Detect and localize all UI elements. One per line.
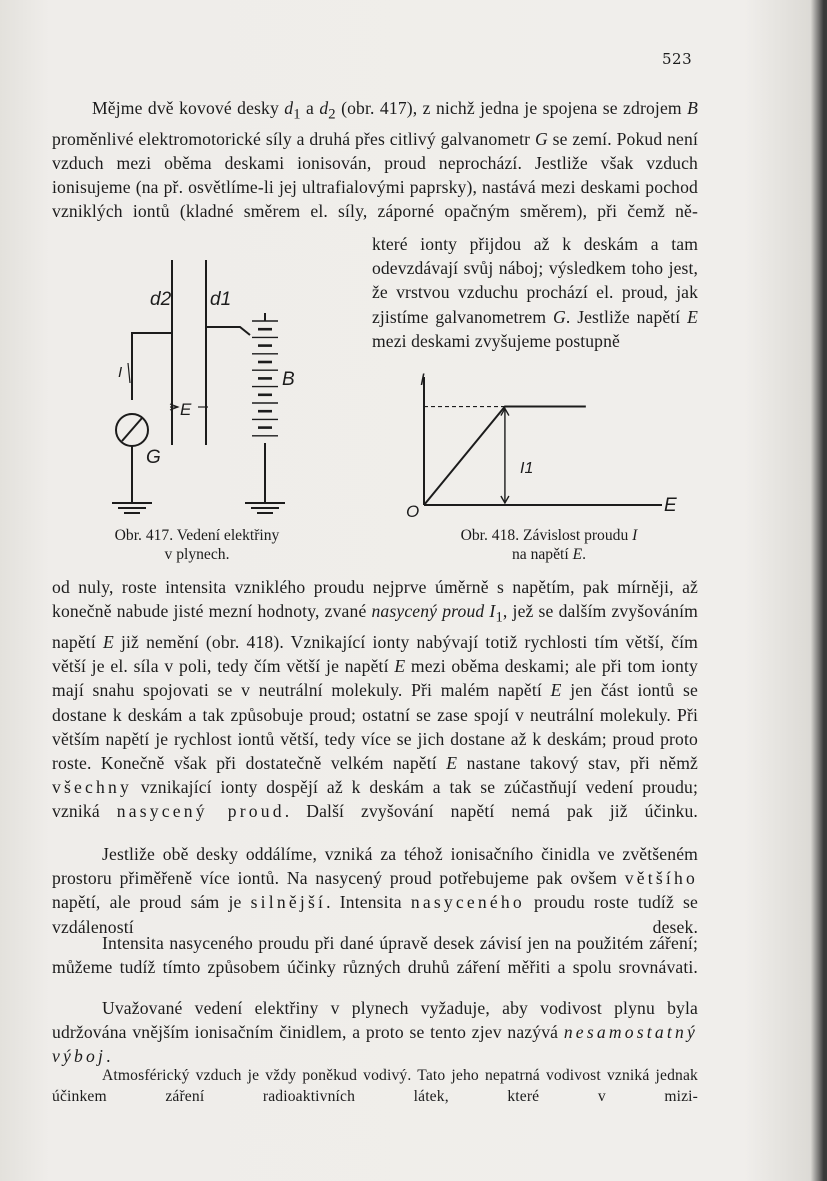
annotation-I1: I1 [520,460,534,477]
paragraph-1: Mějme dvě kovové desky $d_1$ a $d_2$ (obr. 417), z nichž jedna je spojena se zdrojem B proměnlivé elektromotorické síly a druhá přes citlivý galvanometr G se zemí. Pokud není vzduch mezi oběma deskami ionisován, proud neprochází. Jestliže však vzduch ionisujeme (na př. osvětlíme-li jej ultrafialovými paprsky), nastává mezi deskami pochod vzniklých iontů (kladné směrem el. síly, záporné opačným směrem), při čemž ně- [52,98,698,222]
paragraph-1-continued: které ionty přijdou až k deskám a tam odevzdávají svůj náboj; výsledkem toho jest, že vrstvou vzduchu prochází el. proud, jak zjistíme galvanometrem G. Jestliže napětí E mezi deskami zvyšujeme postupně [372,234,698,351]
label-d2: d2 [150,289,172,310]
galvanometer-needle [122,418,142,441]
battery-cells [252,321,278,436]
paragraph-6: Atmosférický vzduch je vždy poněkud vodivý. Tato jeho nepatrná vodivost vzniká jednak účinkem záření radioaktivních látek, které v mizi- [52,1067,698,1105]
paragraph-3: Jestliže obě desky oddálíme, vzniká za téhož ionisačního činidla ve zvětšeném prostoru přiměřeně více iontů. Na nasycený proud potřebujeme pak ovšem většího napětí, ale proud sám je silnější. Intensita nasyceného proudu roste tudíž se vzdáleností desek. [52,844,699,937]
chart-series [424,407,586,505]
figure-417-caption: Obr. 417. Vedení elektřiny v plynech. [114,527,280,563]
figure-418-caption: Obr. 418. Závislost proudu I na napětí E. [460,527,638,563]
label-d1: d1 [210,289,232,310]
wire-d1-battery [206,327,250,335]
paragraph-2: od nuly, roste intensita vzniklého proudu nejprve úměrně s napětím, pak mírněji, až konečně nabude jisté mezní hodnoty, zvané nasycený proud $I_1$, jež se dalším zvyšováním napětí E již nemění (obr. 418). Vznikající ionty nabývají totiž rychlosti tím větší, čím větší je el. síla v poli, tedy čím větší je napětí E mezi oběma deskami; ale při tom ionty mají snahu spojovati se v neutrální molekuly. Při malém napětí E jen část iontů se dostane k deskám a tak způsobuje proud; ostatní se zase spojí v neutrální molekuly. Při větším napětí je rychlost iontů větší, tedy více se jich dostane až k deskám; proud proto roste. Konečně však při dostatečně velkém napětí E nastane takový stav, při němž všechny vznikající ionty dospějí až k deskám a tak se zúčastňují vedení proudu; vzniká nasycený proud. Další zvyšování napětí nemá pak již účinku. [52,577,699,822]
paragraph-4: Intensita nasyceného proudu při dané úpravě desek závisí jen na použitém záření; můžeme tudíž tímto způsobem účinky různých druhů záření měřiti a spolu srovnávati. [52,933,698,978]
label-E: E [180,400,192,419]
figure-418-chart [400,365,690,523]
axis-label-E: E [664,495,677,516]
current-arrow [128,363,130,383]
paragraph-5: Uvažované vedení elektřiny v plynech vyžaduje, aby vodivost plynu byla udržována vnějším ionisačním činidlem, a proto se tento zjev nazývá nesamostatný výboj. [52,998,698,1067]
label-B: B [282,369,295,390]
page-number: 523 [662,50,693,68]
figure-417-circuit [100,255,310,520]
origin-label-O: O [406,502,420,521]
label-current-I: I [118,364,123,381]
wire-d2-galvanometer [132,333,172,400]
label-G: G [146,447,161,468]
axis-label-I: I [420,370,425,389]
